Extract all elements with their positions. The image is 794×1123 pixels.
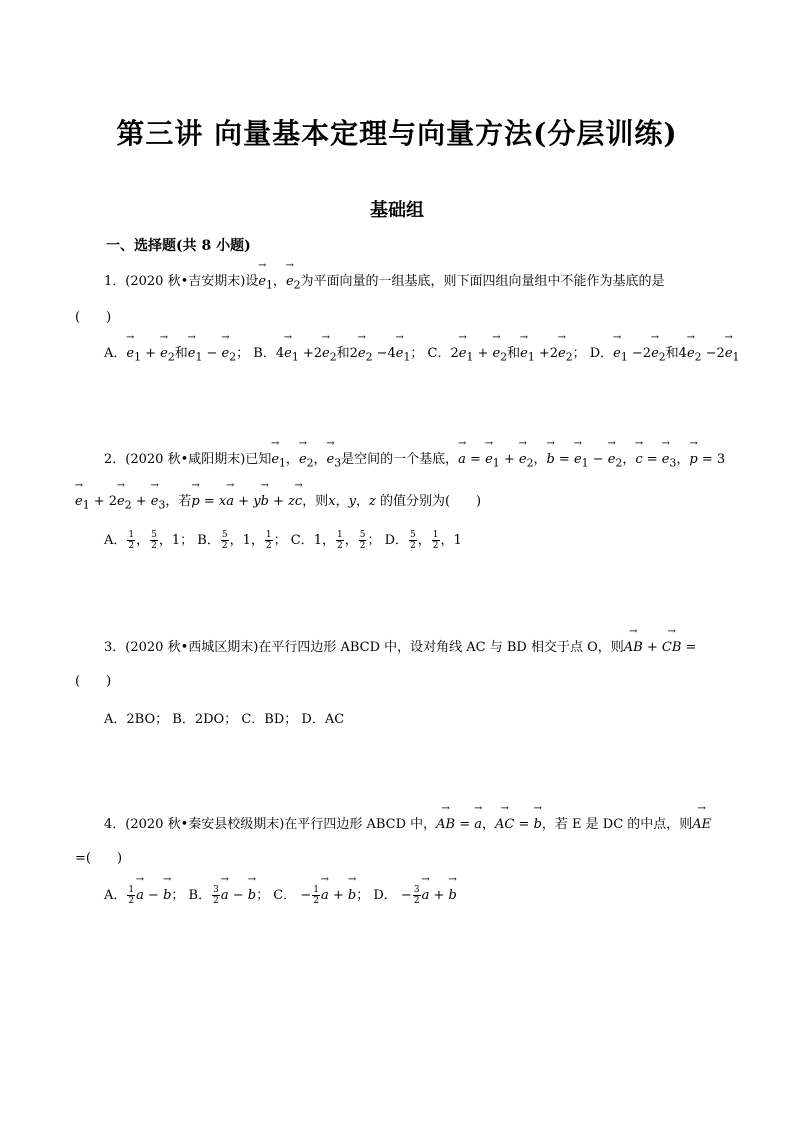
answer-paren: ( ): [75, 674, 112, 689]
option-label: C．: [290, 533, 314, 548]
question-2-stem: 2．(2020 秋•咸阳期末)已知→ $e_1$，→ $e_2$，→ $e_3$是空间的一个基底，→ a = → $e_1$ + → $e_2$，→ b = → $e_1$ − → $e_2$，→ c = → $e_3$，→ p = 3: [104, 450, 725, 474]
stem-text: 已知: [245, 452, 272, 467]
question-3-options: [104, 710, 344, 730]
option-label: A．2BO；: [104, 712, 169, 727]
question-source: (2020 秋•吉安期末): [125, 274, 246, 289]
question-number: 3．: [104, 640, 126, 655]
question-number: 1．: [104, 274, 126, 289]
question-source: (2020 秋•咸阳期末): [125, 452, 246, 467]
stem-text: 若: [178, 494, 192, 509]
option-label: A．: [104, 533, 127, 548]
question-2-options: A． $\frac{1}{2}$ ， $\frac{5}{2}$ ，1； B． $\frac{5}{2}$ ，1， $\frac{1}{2}$ ； C．1， $\frac{1}{2}$ ， $\frac{5}{2}$ ； D． $\frac{5}{2}$ ， $\frac{1}{2}$ ，1: [104, 530, 462, 551]
question-number: 2．: [104, 452, 126, 467]
option-label: D．AC: [301, 712, 345, 727]
question-source: (2020 秋•西城区期末): [125, 640, 259, 655]
option-label: C．: [273, 888, 297, 903]
section-title: 基础组: [370, 200, 424, 221]
option-label: D．: [373, 888, 397, 903]
option-label: D．: [589, 346, 614, 361]
option-label: B．: [197, 533, 220, 548]
question-4-options: A． $\frac{1}{2}$ → a − → b； B． $\frac{3}{2}$ → a − → b； C． − $\frac{1}{2}$ → a + → b； D． − $\frac{3}{2}$ → a + → b: [104, 885, 457, 906]
question-3-stem: 3．(2020 秋•西城区期末)在平行四边形 ABCD 中，设对角线 AC 与 BD 相交于点 O，则→ AB + → CB =: [104, 638, 696, 658]
stem-text: 在平行四边形 ABCD 中，: [284, 817, 437, 832]
option-label: B．: [253, 346, 276, 361]
stem-text: 在平行四边形 ABCD 中，设对角线 AC 与 BD 相交于点 O，则: [258, 640, 624, 655]
question-source: (2020 秋•秦安县校级期末): [125, 817, 285, 832]
question-1-stem: 1．(2020 秋•吉安期末)设→ $e_1$，→ $e_2$为平面向量的一组基底，则下面四组向量组中不能作为基底的是: [104, 272, 665, 296]
stem-text: 则: [315, 494, 329, 509]
option-label: B．: [188, 888, 212, 903]
option-label: D．: [384, 533, 409, 548]
question-number: 4．: [104, 817, 126, 832]
question-1-options: A．→ $e_1$ + → $e_2$和→ $e_1$ − → $e_2$； B．$4\to e_1 +2\to e_2$和$2\to e_2 -4\to e_1$； C．$2\to e_1$ + → $e_2$和→ $e_1 +2\to e_2$； D．→ $e_1 -2\to e_2$和$4\to e_2 -2\to e_1$: [104, 344, 739, 368]
option-label: C．: [427, 346, 451, 361]
stem-text: 是空间的一个基底，: [341, 452, 459, 467]
option-label: C．BD；: [241, 712, 298, 727]
page-title: 第三讲 向量基本定理与向量方法(分层训练): [116, 117, 678, 150]
vector-e1: → e: [258, 272, 266, 292]
stem-text: 为平面向量的一组基底，则下面四组向量组中不能作为基底的是: [300, 274, 665, 289]
option-label: A．: [104, 888, 127, 903]
answer-paren: ( ): [75, 310, 112, 325]
answer-paren: =( ): [75, 851, 123, 866]
option-label: A．: [104, 346, 127, 361]
stem-text: 设: [245, 274, 259, 289]
stem-text: 的值分别为( ): [379, 494, 482, 509]
stem-text: 若 E 是 DC 的中点，则: [554, 817, 693, 832]
vector-e2: → e: [286, 272, 294, 292]
question-4-stem: 4．(2020 秋•秦安县校级期末)在平行四边形 ABCD 中，→ AB = → a，→ AC = → b，若 E 是 DC 的中点，则→ AE: [104, 815, 711, 835]
part-title: 一、选择题(共 8 小题): [106, 238, 251, 254]
option-label: B．2DO；: [172, 712, 238, 727]
question-2-stem-cont: → $e_1 + 2\to e_2$ + → $e_3$，若→ p = x→ a + y→ b + z→ c，则x，y，z 的值分别为( ): [75, 492, 481, 516]
